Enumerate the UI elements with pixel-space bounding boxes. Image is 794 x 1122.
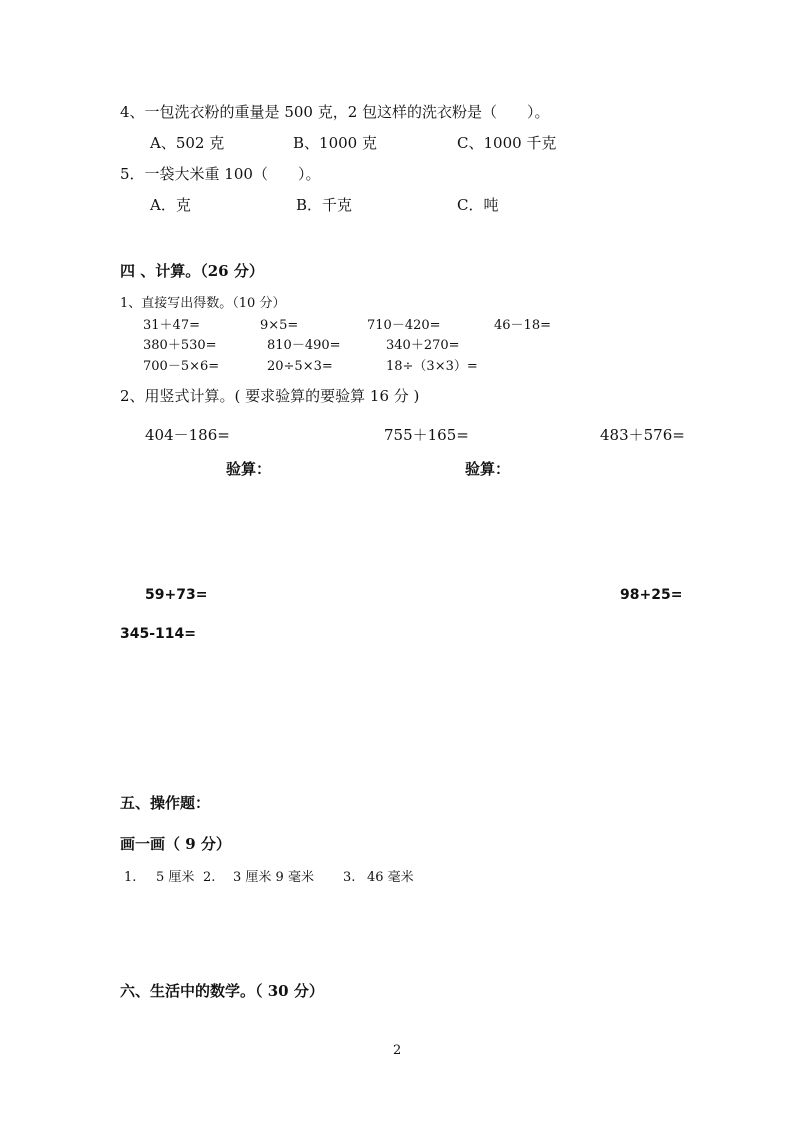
question-4-option-a: A、502 克 [150, 134, 225, 152]
vertical-calc-item: 755＋165= [384, 426, 469, 444]
question-4-option-b: B、1000 克 [293, 134, 377, 152]
section-5-heading: 五、操作题： [120, 794, 211, 812]
draw-item-length: 46 毫米 [367, 870, 414, 885]
vertical-calc-item: 98+25= [620, 587, 683, 603]
mental-calc-item: 380＋530= [143, 338, 217, 353]
draw-item-number: 2. [203, 870, 216, 885]
mental-calc-item: 18÷（3×3）= [386, 359, 478, 374]
check-label: 验算： [226, 460, 272, 478]
mental-calc-item: 31＋47= [143, 318, 200, 333]
check-label: 验算： [465, 460, 511, 478]
question-5-stem: 5．一袋大米重 100（ ）。 [120, 165, 321, 183]
mental-calc-item: 20÷5×3= [267, 359, 333, 374]
section-5-subheading: 画一画（ 9 分） [120, 835, 231, 853]
mental-calc-item: 810－490= [267, 338, 341, 353]
vertical-calc-item: 59+73= [145, 587, 208, 603]
page-number: 2 [393, 1043, 402, 1058]
section-4-part-1-title: 1、直接写出得数。（10 分） [120, 296, 286, 311]
draw-item-number: 3. [343, 870, 356, 885]
question-4-stem: 4、一包洗衣粉的重量是 500 克，2 包这样的洗衣粉是（ ）。 [120, 103, 550, 121]
question-5-option-a: A．克 [150, 196, 191, 214]
draw-item-length: 3 厘米 9 毫米 [233, 870, 314, 885]
mental-calc-item: 700－5×6= [143, 359, 220, 374]
question-5-option-c: C．吨 [457, 196, 499, 214]
vertical-calc-item: 345-114= [120, 626, 196, 642]
draw-item-length: 5 厘米 [156, 870, 195, 885]
question-4-option-c: C、1000 千克 [457, 134, 557, 152]
section-6-heading: 六、生活中的数学。（ 30 分） [120, 982, 324, 1000]
draw-item-number: 1. [124, 870, 137, 885]
question-5-option-b: B．千克 [296, 196, 353, 214]
section-4-part-2-title: 2、用竖式计算。( 要求验算的要验算 16 分 ) [120, 387, 420, 405]
section-4-heading: 四 、计算。（26 分） [120, 262, 264, 280]
vertical-calc-item: 404－186= [145, 426, 230, 444]
mental-calc-item: 46－18= [494, 318, 551, 333]
mental-calc-item: 340＋270= [386, 338, 460, 353]
vertical-calc-item: 483＋576= [600, 426, 685, 444]
mental-calc-item: 9×5= [260, 318, 299, 333]
mental-calc-item: 710－420= [367, 318, 441, 333]
